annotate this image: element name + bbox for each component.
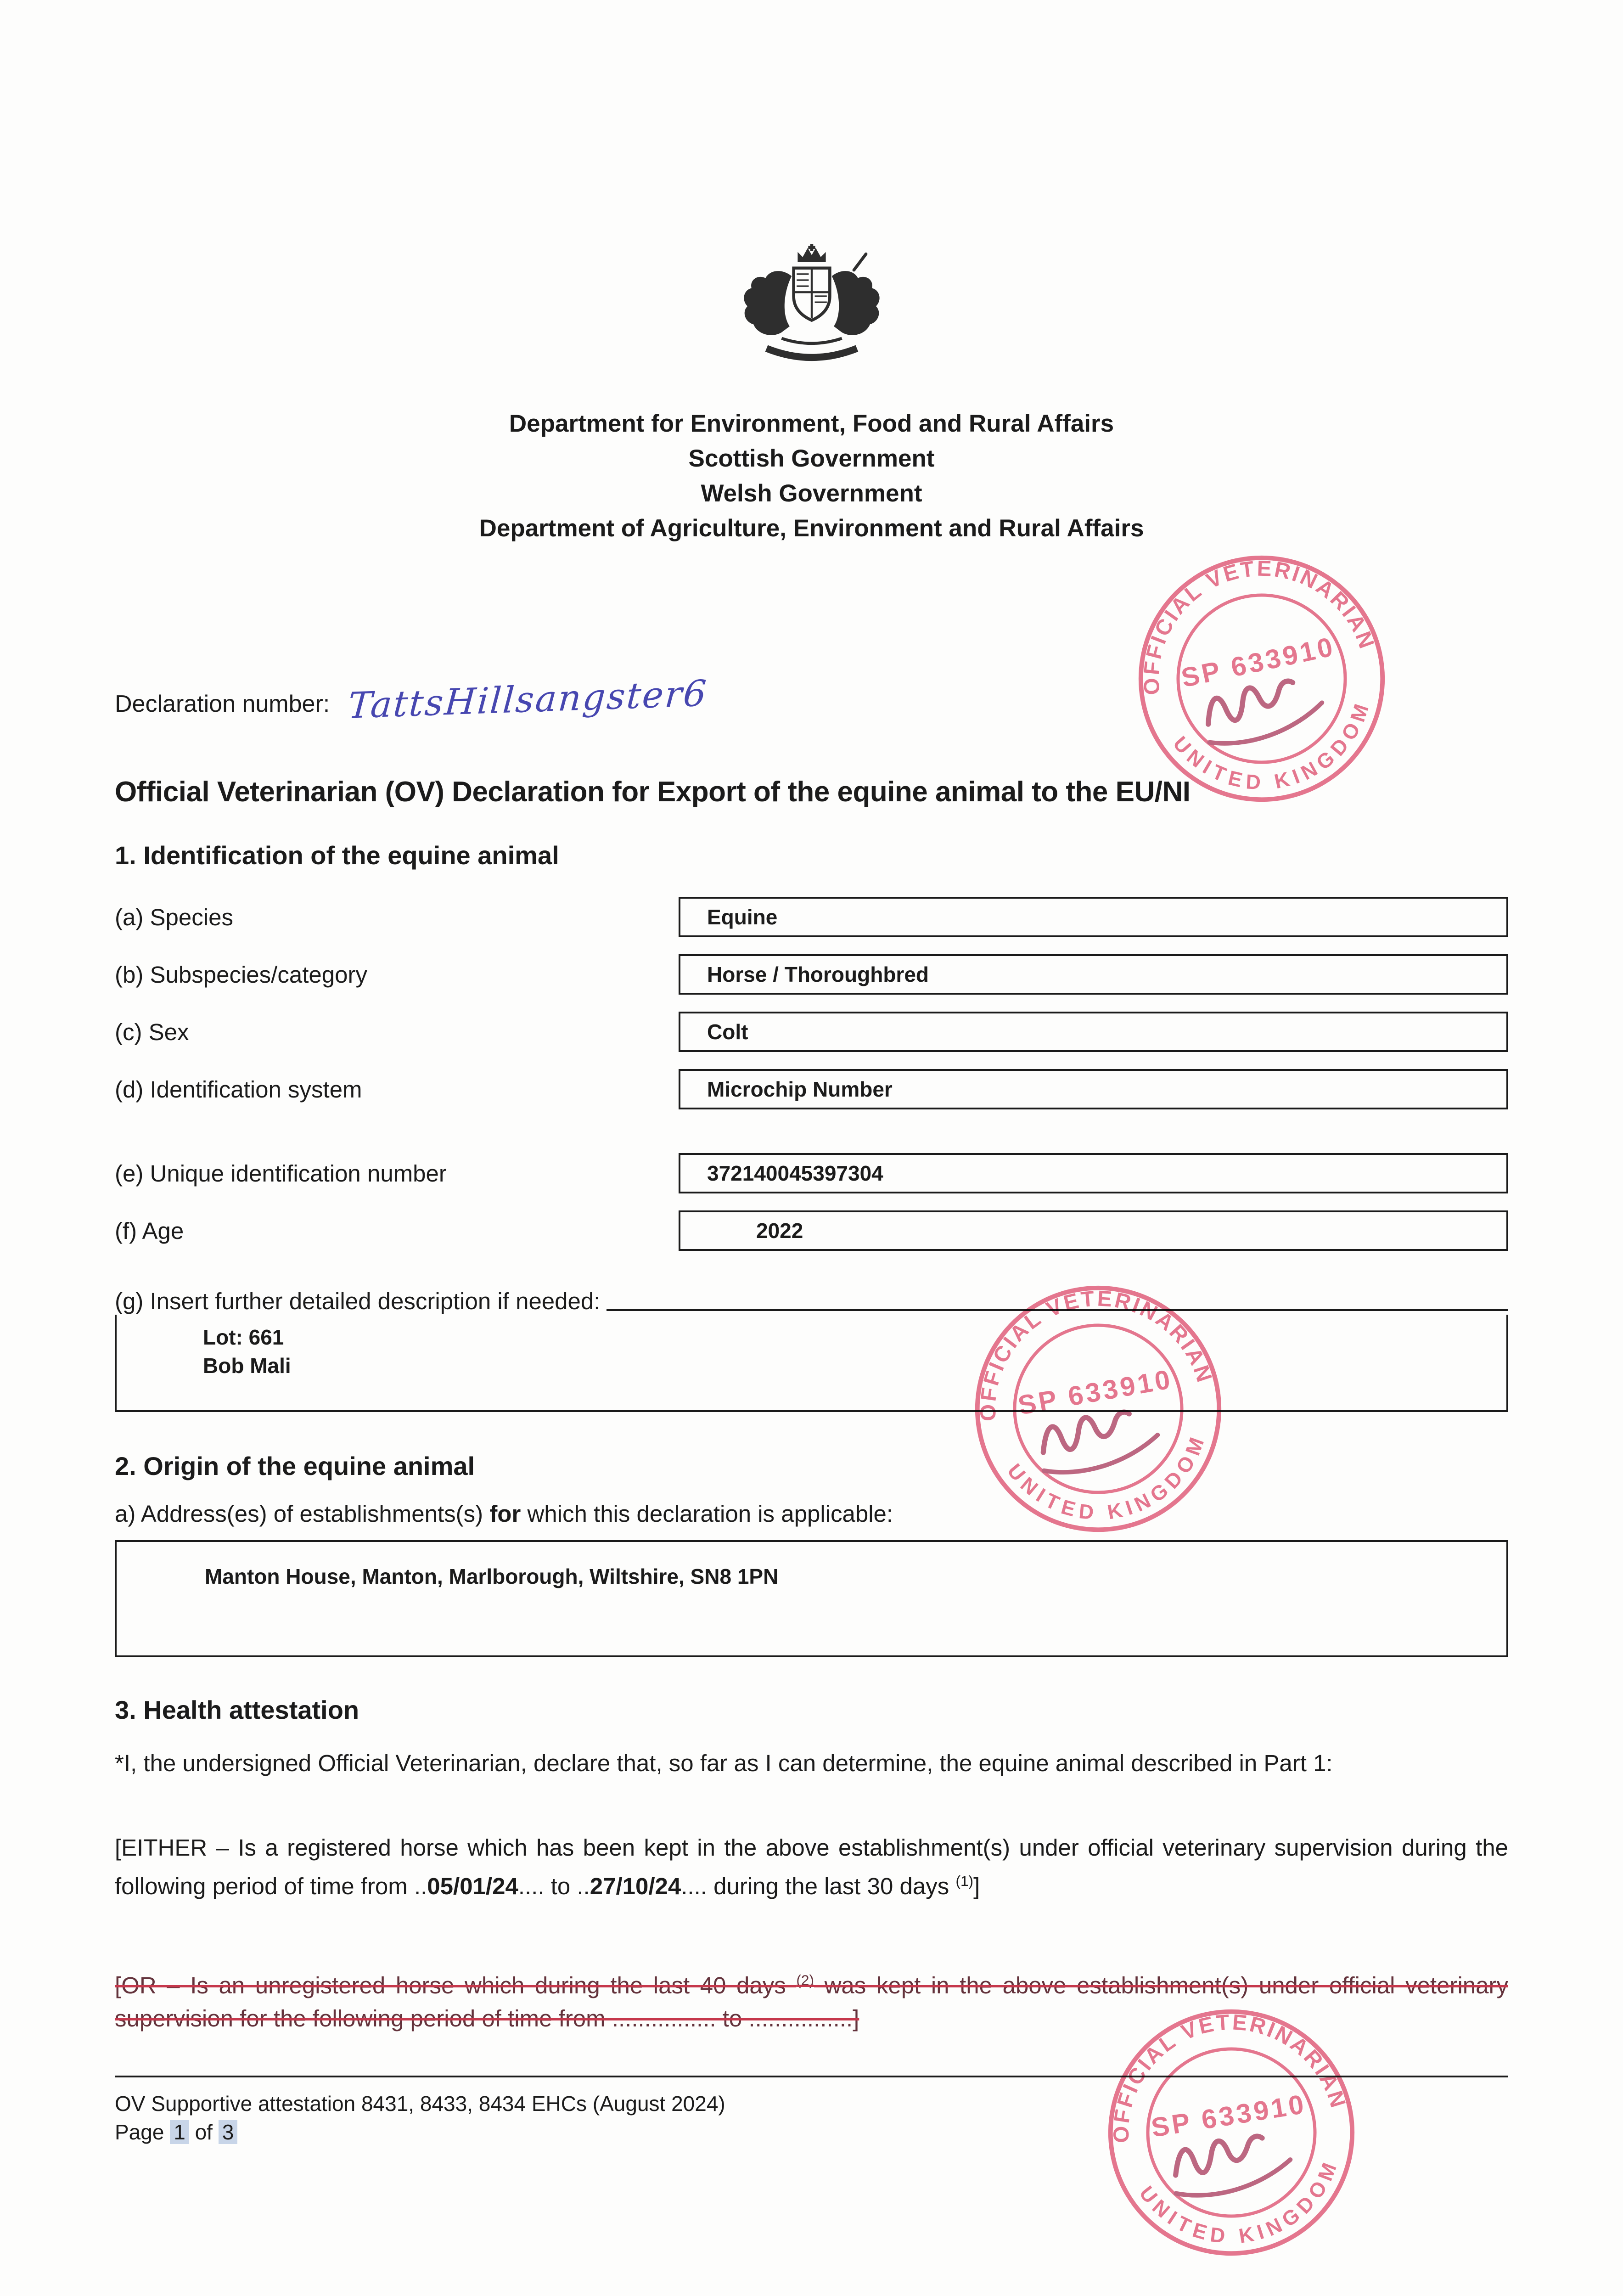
- section3-heading: 3. Health attestation: [115, 1695, 359, 1724]
- text-run: .... during the last 30 days: [681, 1873, 956, 1899]
- field-row-subspecies: [115, 954, 1508, 995]
- field-row-id-system: [115, 1069, 1508, 1109]
- section1-heading: 1. Identification of the equine animal: [115, 841, 559, 870]
- or-clause-struck: [115, 1964, 1508, 2035]
- attestation-intro: *I, the undersigned Official Veterinarian, declare that, so far as I can determine, the equine animal described in Part 1:: [115, 1750, 1333, 1776]
- address-box[interactable]: [115, 1540, 1508, 1657]
- field-value-uid[interactable]: [679, 1153, 1508, 1193]
- org-line-defra: Department for Environment, Food and Rural Affairs: [509, 410, 1114, 437]
- field-label-species: (a) Species: [115, 904, 233, 930]
- field-value-species[interactable]: [679, 897, 1508, 937]
- stamp-arc-bottom: UNITED KINGDOM: [1168, 696, 1375, 794]
- text-run: of: [189, 2120, 219, 2144]
- text-run: .... to ..: [518, 1873, 590, 1899]
- text-run: [EITHER – Is a registered horse which has been kept in the above establishment(s) under official veterinary supervision during the following period of time from ..: [115, 1835, 1508, 1899]
- org-header: [115, 406, 1508, 546]
- field-row-sex: [115, 1012, 1508, 1052]
- field-value-id-system[interactable]: [679, 1069, 1508, 1109]
- stamp-code: SP 633910: [1016, 1364, 1175, 1421]
- field-value-text: 372140045397304: [707, 1161, 883, 1185]
- text-run: Page: [115, 2120, 170, 2144]
- date-from: 05/01/24: [427, 1873, 518, 1899]
- footer-attestation-line: OV Supportive attestation 8431, 8433, 8434 EHCs (August 2024): [115, 2092, 725, 2116]
- declaration-number-label: Declaration number:: [115, 691, 330, 717]
- field-label-age: (f) Age: [115, 1217, 184, 1244]
- footnote-ref-1: (1): [955, 1873, 974, 1889]
- stamp-code: SP 633910: [1179, 631, 1338, 693]
- field-value-text: Microchip Number: [707, 1077, 893, 1101]
- further-description-label: (g) Insert further detailed description if needed:: [115, 1288, 601, 1314]
- stamp-arc-bottom: UNITED KINGDOM: [1003, 1429, 1211, 1525]
- signature-flourish: [1174, 2160, 1294, 2200]
- rule-line: [607, 1288, 1508, 1311]
- text-run: was kept in the above establishment(s) under official veterinary supervision for the following period of time from ................ to ................]: [115, 1972, 1508, 2032]
- further-description-row: [115, 1288, 1508, 1315]
- declaration-number-row: [115, 673, 1508, 730]
- svg-text:OFFICIAL VETERINARIAN: [1117, 534, 1380, 699]
- stamp-code: SP 633910: [1149, 2089, 1309, 2143]
- org-line-scottish: Scottish Government: [688, 445, 935, 472]
- further-description-box[interactable]: [115, 1315, 1508, 1412]
- text-run: ]: [973, 1873, 980, 1899]
- svg-text:UNITED KINGDOM: [1133, 2152, 1353, 2263]
- field-value-text: Horse / Thoroughbred: [707, 962, 929, 986]
- description-line-name: Bob Mali: [203, 1354, 291, 1378]
- section2-heading: 2. Origin of the equine animal: [115, 1452, 475, 1480]
- declaration-number-handwritten[interactable]: TattsHillsangster6: [347, 673, 709, 727]
- document-footer: [115, 2076, 1508, 2146]
- stamp-arc-top: OFFICIAL VETERINARIAN: [976, 1286, 1217, 1422]
- text-run: which this declaration is applicable:: [521, 1501, 893, 1527]
- either-clause: [115, 1831, 1508, 1903]
- field-row-uid: [115, 1153, 1508, 1193]
- text-run-bold: for: [489, 1501, 521, 1527]
- description-line-lot: Lot: 661: [203, 1325, 284, 1349]
- field-row-species: [115, 897, 1508, 937]
- field-value-text: Colt: [707, 1020, 748, 1044]
- royal-coat-of-arms-icon: [708, 232, 915, 393]
- field-label-uid: (e) Unique identification number: [115, 1160, 447, 1187]
- field-row-age: [115, 1210, 1508, 1251]
- signature-stroke: [1039, 1410, 1134, 1454]
- footer-page-line: [115, 2118, 1508, 2146]
- org-line-daera: Department of Agriculture, Environment and Rural Affairs: [479, 515, 1144, 542]
- identification-fields: [115, 897, 1508, 1251]
- page-total-field[interactable]: 3: [219, 2120, 238, 2144]
- field-value-age[interactable]: [679, 1210, 1508, 1251]
- field-label-id-system: (d) Identification system: [115, 1076, 362, 1103]
- page-number-field[interactable]: 1: [170, 2120, 189, 2144]
- field-value-text: Equine: [707, 905, 778, 929]
- date-to: 27/10/24: [590, 1873, 681, 1899]
- org-line-welsh: Welsh Government: [701, 480, 922, 507]
- stamp-arc-bottom: UNITED KINGDOM: [1134, 2155, 1343, 2248]
- address-value: Manton House, Manton, Marlborough, Wiltshire, SN8 1PN: [205, 1564, 779, 1588]
- field-value-text: 2022: [756, 1219, 803, 1243]
- crest-wrap: [115, 0, 1508, 395]
- address-label: [115, 1500, 1508, 1527]
- field-value-sex[interactable]: [679, 1012, 1508, 1052]
- text-run: [OR – Is an unregistered horse which during the last 40 days: [115, 1972, 797, 1998]
- document-title: Official Veterinarian (OV) Declaration for Export of the equine animal to the EU/NI: [115, 776, 1191, 808]
- footnote-ref-2: (2): [796, 1972, 814, 1988]
- field-label-sex: (c) Sex: [115, 1019, 189, 1045]
- field-value-subspecies[interactable]: [679, 954, 1508, 995]
- field-label-subspecies: (b) Subspecies/category: [115, 961, 367, 988]
- stamp-arc-top: OFFICIAL VETERINARIAN: [1139, 556, 1380, 696]
- text-run: a) Address(es) of establishments(s): [115, 1501, 490, 1527]
- stamp-arc-top: OFFICIAL VETERINARIAN: [1109, 2010, 1351, 2144]
